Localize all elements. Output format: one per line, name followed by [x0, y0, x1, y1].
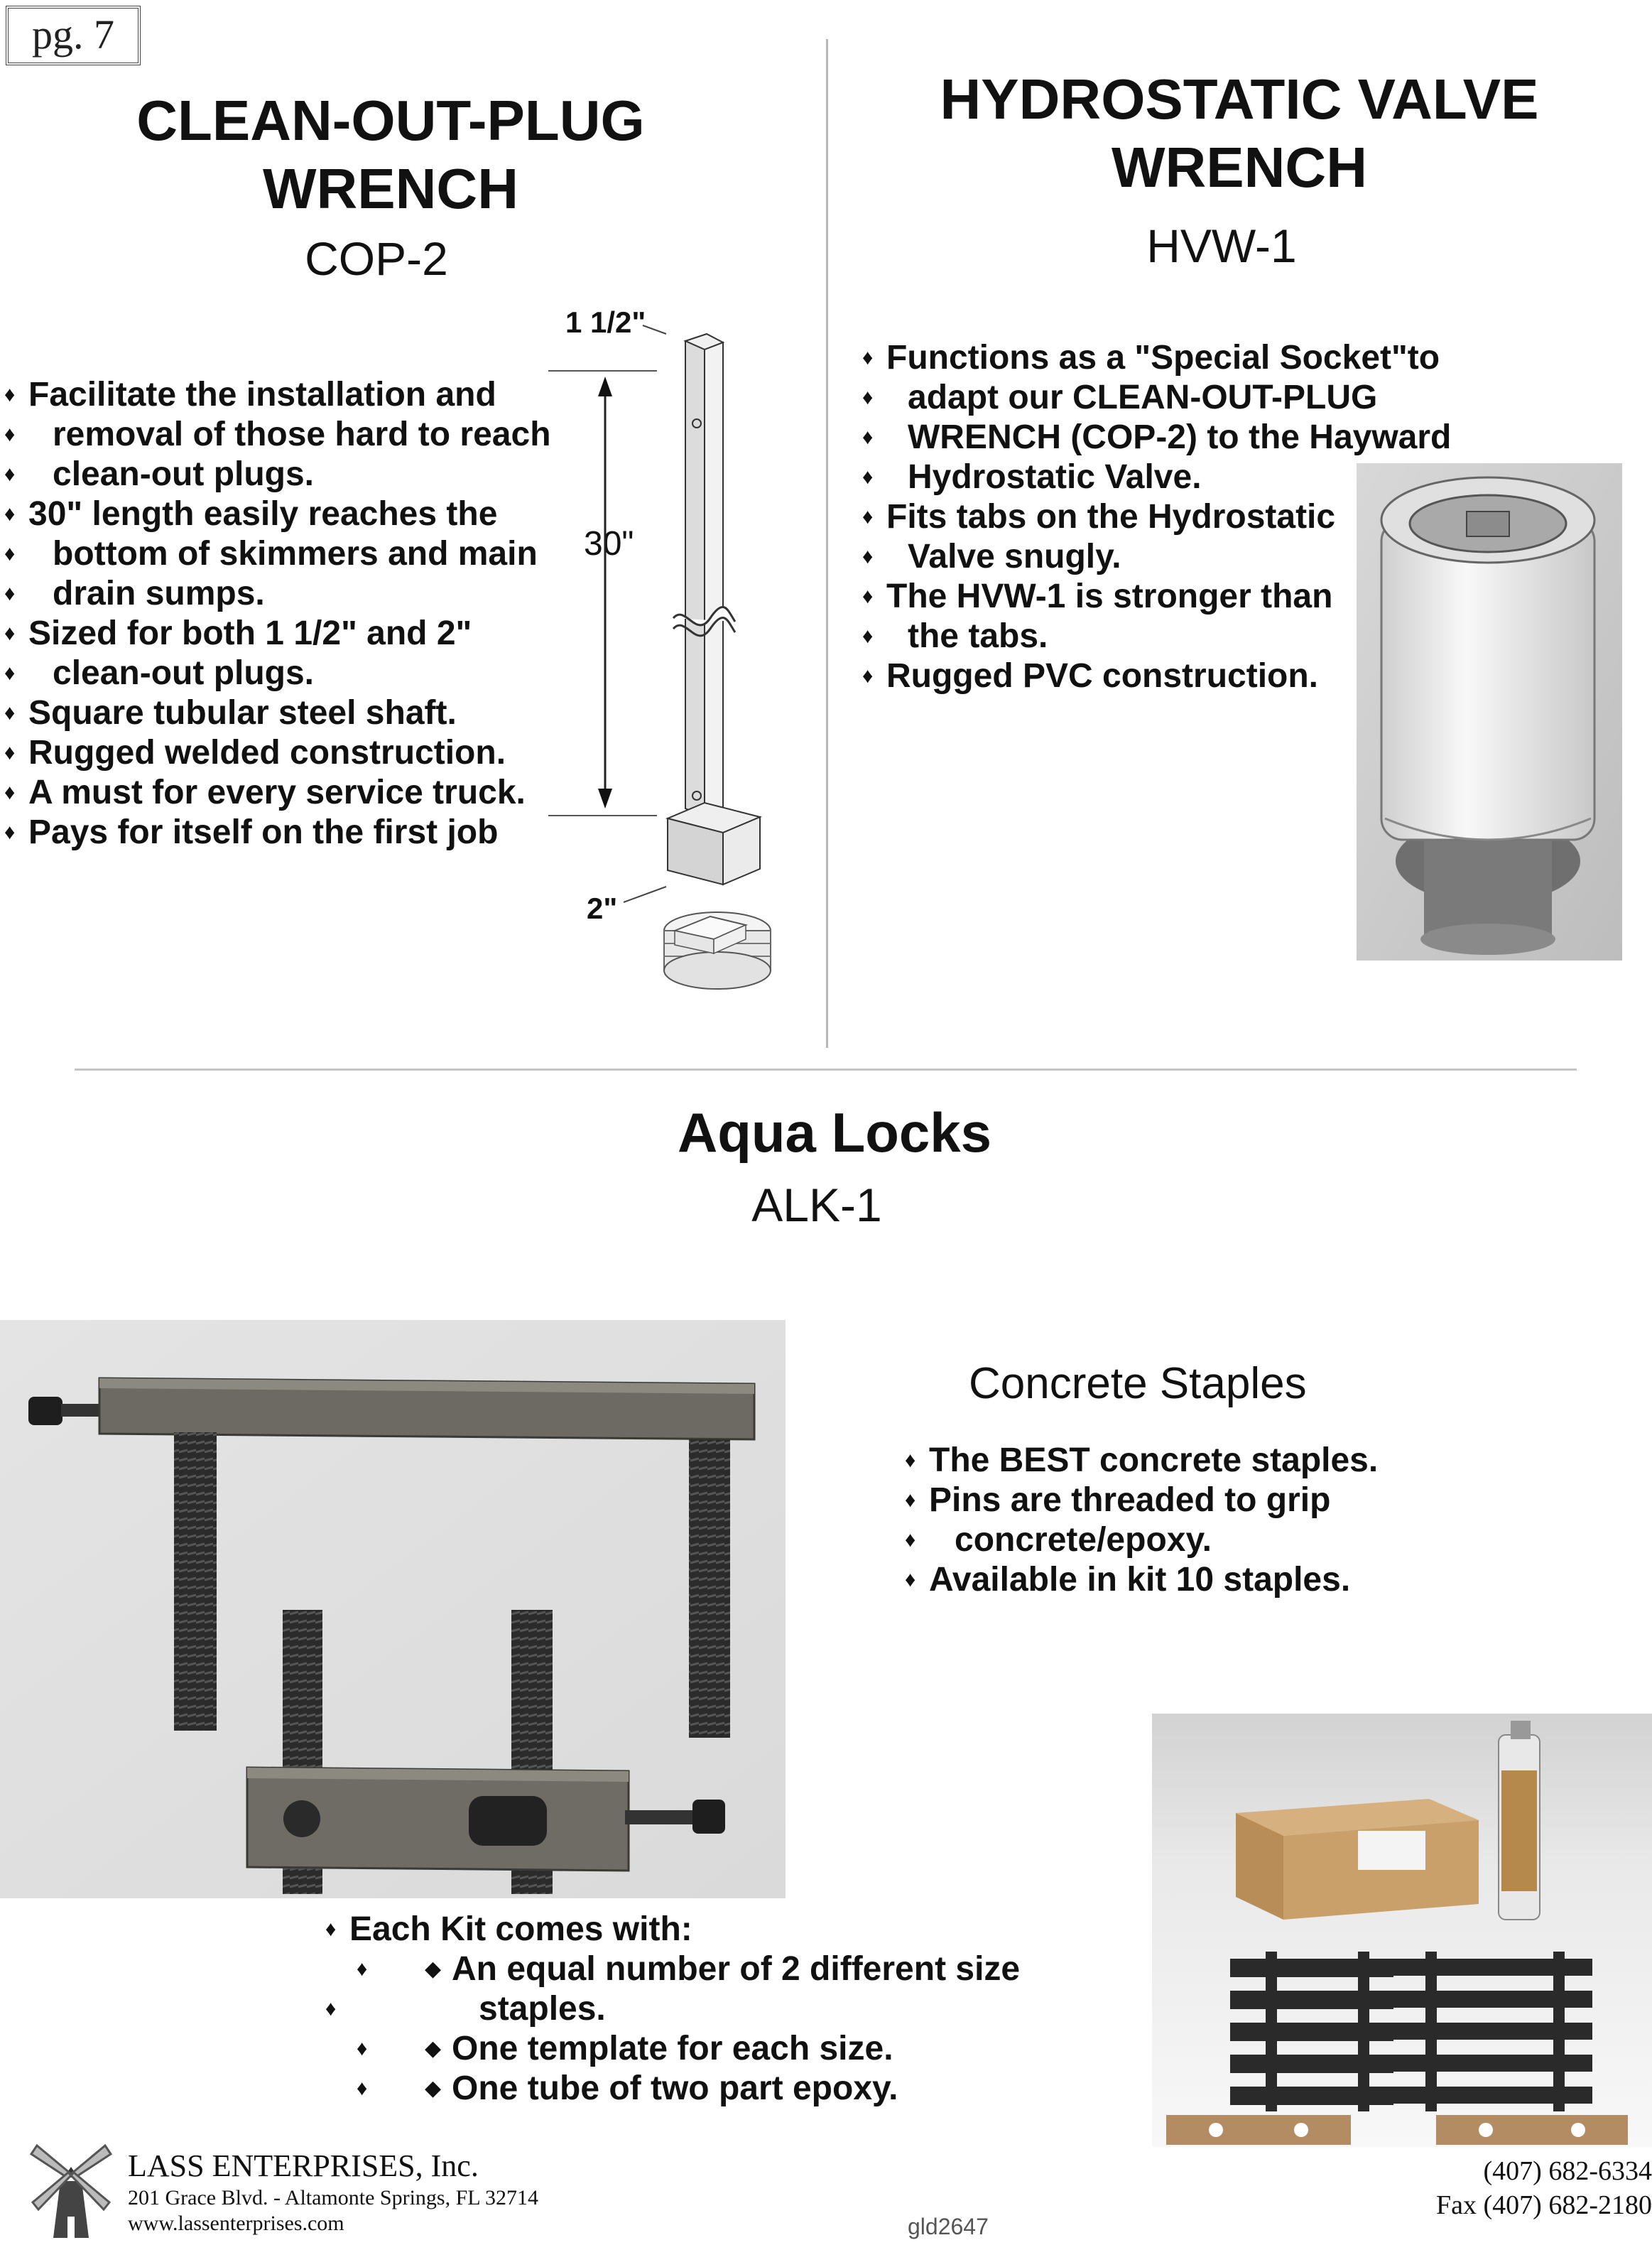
list-item: ♦ The HVW-1 is stronger than — [861, 577, 1500, 617]
list-item-cont: ♦ clean-out plugs. — [3, 654, 592, 693]
bullet-glyph: ♦ ◆ — [425, 1957, 442, 1981]
list-item-cont: ♦ drain sumps. — [3, 574, 592, 614]
alk-code: ALK-1 — [751, 1179, 882, 1231]
dim-label-bottom: 2" — [587, 892, 618, 925]
cop-title-line2: WRENCH — [263, 157, 518, 220]
list-item-cont: ♦ adapt our CLEAN-OUT-PLUG — [861, 378, 1500, 418]
list-item: ♦ Rugged welded construction. — [3, 733, 592, 773]
list-item: ♦ Fits tabs on the Hydrostatic — [861, 497, 1500, 537]
list-item: ♦ Rugged PVC construction. — [861, 656, 1500, 696]
company-name: LASS ENTERPRISES, Inc. — [128, 2148, 479, 2183]
dim-label-top: 1 1/2" — [565, 305, 646, 339]
hvw-code: HVW-1 — [1146, 220, 1297, 272]
list-item: ♦ ◆ An equal number of 2 different size — [324, 1949, 1119, 1989]
list-item-cont: ♦ staples. — [324, 1989, 1119, 2029]
list-item: ♦ Square tubular steel shaft. — [3, 693, 592, 733]
page-number-badge: pg. 7 — [6, 6, 141, 65]
bullet-glyph: ♦ ◆ — [425, 2037, 442, 2060]
hvw-title — [866, 65, 1612, 202]
list-item-cont: ♦ Valve snugly. — [861, 537, 1500, 577]
list-item: ♦ 30" length easily reaches the — [3, 494, 592, 534]
list-item: ♦ Pins are threaded to grip — [903, 1481, 1486, 1520]
list-item-cont: ♦ Hydrostatic Valve. — [861, 458, 1500, 497]
alk-subtitle: Concrete Staples — [969, 1359, 1307, 1408]
fax-number: Fax (407) 682-2180 — [1436, 2190, 1652, 2220]
list-item: ♦ ◆ One template for each size. — [324, 2029, 1119, 2069]
list-item: ♦ The BEST concrete staples. — [903, 1441, 1486, 1481]
hvw-product-photo — [1357, 463, 1622, 961]
list-item: ♦ Each Kit comes with: — [324, 1910, 1119, 1949]
list-item: ♦ Functions as a "Special Socket"to — [861, 338, 1500, 378]
list-item-cont: ♦ concrete/epoxy. — [903, 1520, 1486, 1560]
phone-number: (407) 682-6334 — [1483, 2156, 1652, 2186]
windmill-logo-icon — [28, 2138, 114, 2241]
wrench-diagram — [540, 305, 810, 1016]
list-item: ♦ Facilitate the installation and — [3, 375, 592, 415]
alk-feature-list — [903, 1441, 1486, 1600]
cop-code: COP-2 — [305, 232, 448, 285]
cop-feature-list — [3, 375, 592, 853]
list-item: ♦ Pays for itself on the first job — [3, 813, 592, 853]
list-item: ♦ ◆ One tube of two part epoxy. — [324, 2069, 1119, 2109]
hvw-title-line2: WRENCH — [1112, 136, 1367, 199]
document-code: gld2647 — [908, 2214, 989, 2239]
company-address: 201 Grace Blvd. - Altamonte Springs, FL 32714 — [128, 2186, 538, 2209]
list-item-cont: ♦ removal of those hard to reach — [3, 415, 592, 455]
list-item-cont: ♦ bottom of skimmers and main — [3, 534, 592, 574]
horizontal-divider — [75, 1069, 1577, 1071]
dim-label-length: 30" — [584, 525, 634, 563]
list-item-cont: ♦ the tabs. — [861, 617, 1500, 656]
cop-title-line1: CLEAN-OUT-PLUG — [136, 89, 645, 152]
hvw-title-line1: HYDROSTATIC VALVE — [940, 67, 1539, 131]
company-website[interactable]: www.lassenterprises.com — [128, 2212, 344, 2235]
list-item-cont: ♦ WRENCH (COP-2) to the Hayward — [861, 418, 1500, 458]
vertical-divider — [826, 39, 828, 1048]
list-item: ♦ Available in kit 10 staples. — [903, 1560, 1486, 1600]
kit-contents-list — [324, 1910, 1119, 2109]
list-item: ♦ Sized for both 1 1/2" and 2" — [3, 614, 592, 654]
list-item-cont: ♦ clean-out plugs. — [3, 455, 592, 494]
kit-photo — [1152, 1714, 1652, 2147]
cop-title — [64, 87, 717, 223]
alk-title: Aqua Locks — [677, 1101, 992, 1164]
bullet-glyph: ♦ ◆ — [425, 2077, 442, 2100]
list-item: ♦ A must for every service truck. — [3, 773, 592, 813]
aqua-locks-photo — [0, 1320, 786, 1898]
